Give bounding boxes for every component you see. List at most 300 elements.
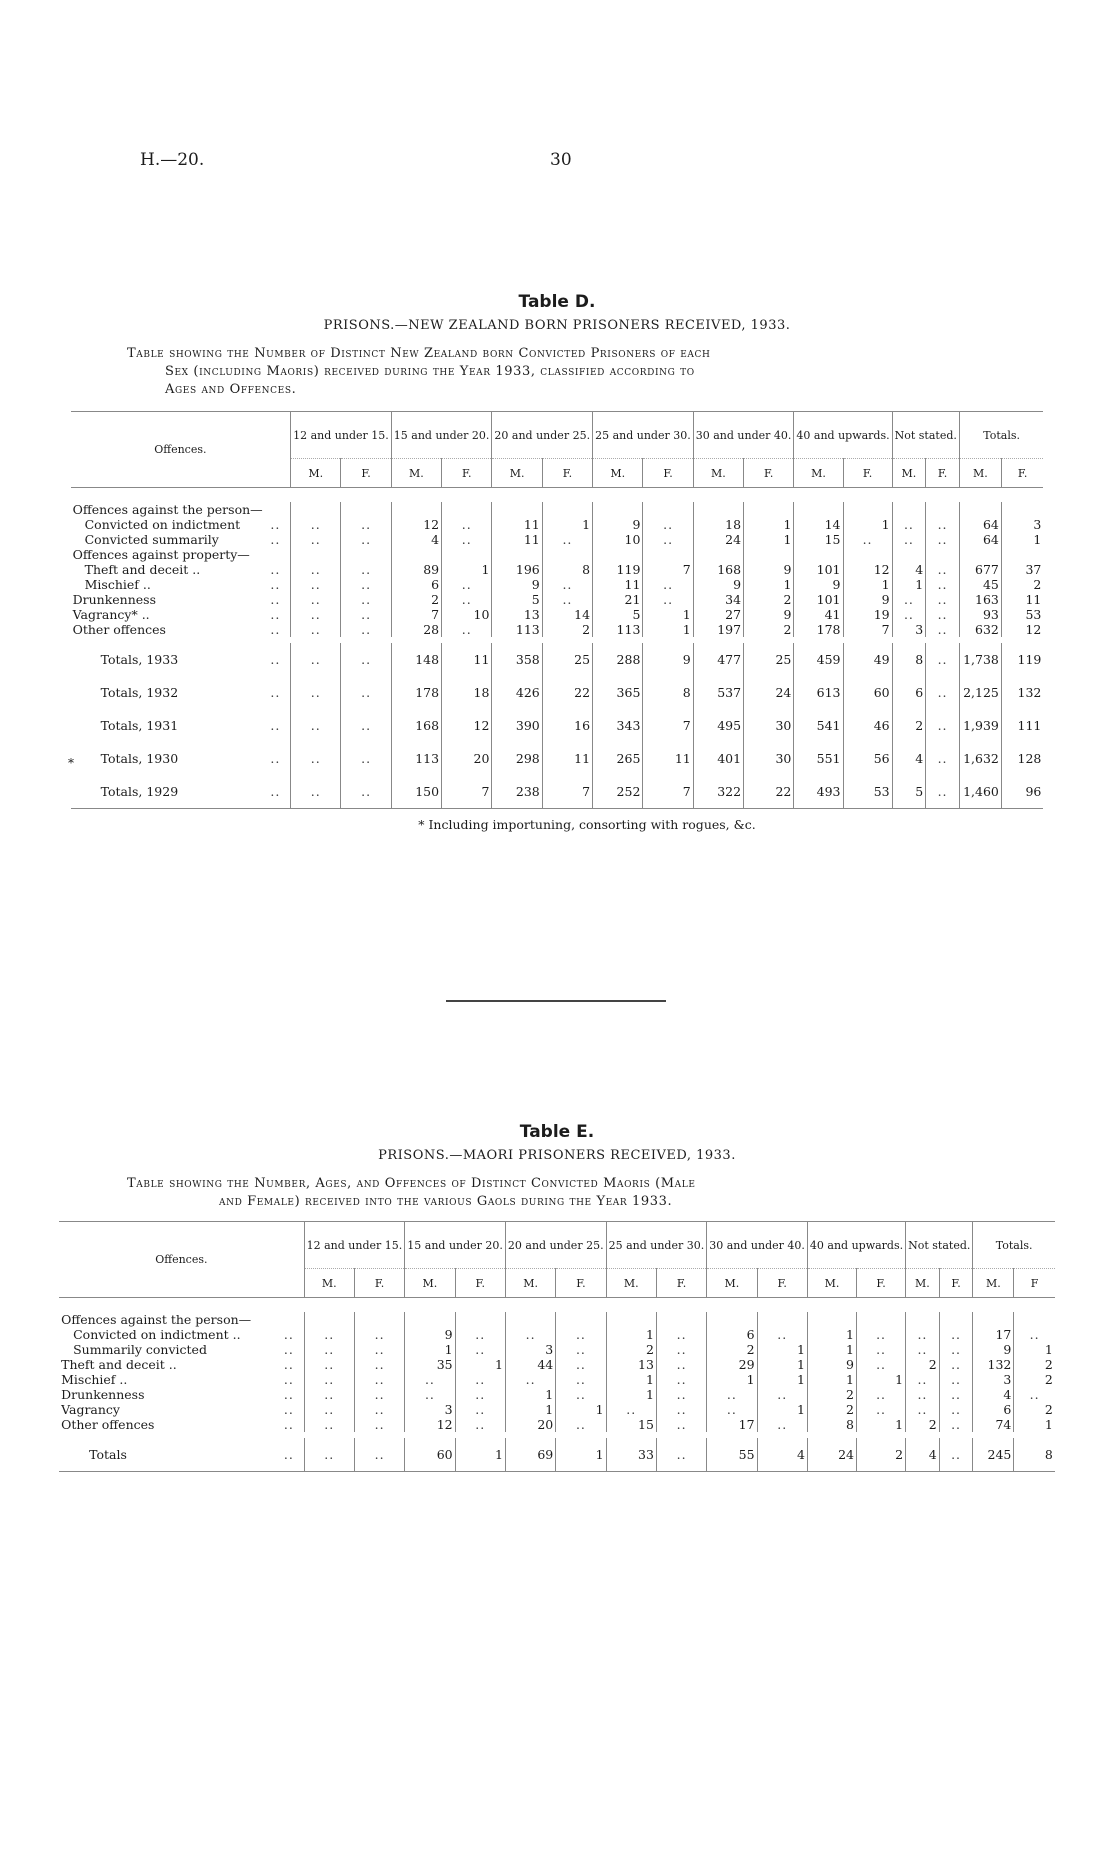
leader-dots: .. (270, 592, 281, 607)
table-row (59, 1312, 1055, 1327)
table-cell: .. (442, 532, 492, 547)
table-cell: .. (656, 1327, 706, 1342)
table-cell: 9 (794, 577, 843, 592)
table-cell: .. (304, 1342, 354, 1357)
table-cell: .. (341, 676, 391, 709)
table-row (59, 1402, 1055, 1417)
table-cell: .. (656, 1342, 706, 1357)
table-cell: .. (405, 1372, 455, 1387)
table-cell: 12 (391, 517, 441, 532)
row-label: Drunkenness (72, 592, 157, 607)
table-cell: 53 (843, 775, 892, 809)
table-cell: .. (707, 1402, 757, 1417)
table-cell: 14 (794, 517, 843, 532)
table-d (0, 411, 1114, 809)
table-cell: .. (354, 1387, 404, 1402)
row-label: Other offences (61, 1417, 155, 1432)
table-cell: 1 (1014, 1417, 1055, 1432)
table-cell: .. (442, 577, 492, 592)
table-cell: .. (542, 592, 592, 607)
table-cell: .. (926, 676, 960, 709)
empty-cell (707, 1312, 757, 1327)
table-cell: .. (291, 532, 341, 547)
table-cell: 2 (1014, 1402, 1055, 1417)
table-cell: 3 (405, 1402, 455, 1417)
offences-column-header: Offences. (71, 412, 291, 488)
page-number: 30 (550, 150, 572, 170)
leader-dots: .. (270, 685, 281, 700)
male-column-header: M. (492, 459, 542, 488)
table-cell: .. (304, 1417, 354, 1432)
row-label: Totals, 1932 (100, 685, 179, 700)
table-cell: 390 (492, 709, 542, 742)
empty-cell (505, 1312, 555, 1327)
male-column-header: M. (807, 1269, 856, 1298)
leader-dots: .. (283, 1372, 294, 1387)
table-cell: .. (892, 592, 926, 607)
table-cell: 29 (707, 1357, 757, 1372)
table-cell: 30 (744, 742, 794, 775)
table-cell: 8 (892, 643, 926, 676)
table-cell: 245 (973, 1438, 1014, 1472)
table-cell: .. (926, 775, 960, 809)
table-cell: 401 (693, 742, 743, 775)
table-cell: 44 (505, 1357, 555, 1372)
leader-dots: .. (283, 1417, 294, 1432)
table-cell: 3 (1001, 517, 1043, 532)
table-cell: 11 (492, 532, 542, 547)
table-cell: .. (304, 1372, 354, 1387)
table-cell: 4 (391, 532, 441, 547)
row-label: Mischief .. (84, 577, 151, 592)
male-column-header: M. (304, 1269, 354, 1298)
table-cell: 2 (606, 1342, 656, 1357)
leader-dots: .. (270, 607, 281, 622)
row-label: Mischief .. (61, 1372, 128, 1387)
table-cell: 12 (843, 562, 892, 577)
table-cell: .. (304, 1327, 354, 1342)
male-column-header: M. (405, 1269, 455, 1298)
female-column-header: F. (354, 1269, 404, 1298)
table-cell: .. (656, 1357, 706, 1372)
table-cell: 53 (1001, 607, 1043, 622)
table-cell: .. (291, 517, 341, 532)
table-cell: .. (926, 592, 960, 607)
table-cell: .. (906, 1327, 940, 1342)
table-cell: .. (291, 622, 341, 637)
table-d-desc-line3: Ages and Offences. (165, 382, 297, 397)
table-e-desc-line2: and Female) received into the various Gaols during the Year 1933. (219, 1194, 673, 1209)
table-cell: 9 (405, 1327, 455, 1342)
empty-cell (857, 1312, 906, 1327)
table-cell: 1 (643, 622, 693, 637)
male-column-header: M. (906, 1269, 940, 1298)
table-cell: .. (656, 1438, 706, 1472)
table-e-description (127, 1175, 987, 1211)
empty-cell (542, 547, 592, 562)
table-cell: .. (341, 517, 391, 532)
table-cell: 7 (643, 775, 693, 809)
age-group-header: 12 and under 15. (291, 412, 392, 459)
row-label: Totals, 1931 (100, 718, 179, 733)
leader-dots: .. (283, 1387, 294, 1402)
female-column-header: F. (656, 1269, 706, 1298)
table-cell: .. (939, 1327, 973, 1342)
table-cell: 7 (542, 775, 592, 809)
leader-dots: .. (283, 1402, 294, 1417)
table-cell: .. (906, 1387, 940, 1402)
table-cell: 20 (442, 742, 492, 775)
age-group-header: 40 and upwards. (794, 412, 892, 459)
table-cell: 197 (693, 622, 743, 637)
table-cell: 1 (807, 1342, 856, 1357)
table-cell: .. (442, 622, 492, 637)
table-cell: .. (341, 622, 391, 637)
age-group-header: 25 and under 30. (606, 1222, 707, 1269)
table-cell: .. (857, 1402, 906, 1417)
leader-dots: .. (270, 562, 281, 577)
empty-cell (959, 502, 1001, 517)
table-cell: 1 (757, 1357, 807, 1372)
table-cell: .. (455, 1402, 505, 1417)
leader-dots: .. (283, 1342, 294, 1357)
table-cell: 1 (744, 532, 794, 547)
table-cell: 3 (505, 1342, 555, 1357)
table-cell: 16 (542, 709, 592, 742)
table-cell: 3 (892, 622, 926, 637)
table-cell: 322 (693, 775, 743, 809)
table-cell: 1,460 (959, 775, 1001, 809)
leader-dots: .. (283, 1357, 294, 1372)
leader-dots: .. (283, 1327, 294, 1342)
table-cell: 96 (1001, 775, 1043, 809)
table-cell: 30 (744, 709, 794, 742)
table-cell: 45 (959, 577, 1001, 592)
table-cell: .. (843, 532, 892, 547)
table-cell: .. (291, 676, 341, 709)
table-cell: 495 (693, 709, 743, 742)
age-group-header: Not stated. (892, 412, 959, 459)
totals-row (71, 742, 1044, 775)
row-label: Totals, 1930 (100, 751, 179, 766)
table-cell: 2 (807, 1387, 856, 1402)
table-cell: 33 (606, 1438, 656, 1472)
table-cell: 18 (693, 517, 743, 532)
male-column-header: M. (892, 459, 926, 488)
table-cell: .. (341, 592, 391, 607)
table-cell: 2 (542, 622, 592, 637)
table-cell: .. (291, 607, 341, 622)
male-column-header: M. (973, 1269, 1014, 1298)
empty-cell (926, 547, 960, 562)
table-cell: 1 (442, 562, 492, 577)
table-cell: 1 (643, 607, 693, 622)
table-cell: 1 (843, 517, 892, 532)
table-cell: 113 (492, 622, 542, 637)
male-column-header: M. (794, 459, 843, 488)
table-cell: 35 (405, 1357, 455, 1372)
table-cell: 128 (1001, 742, 1043, 775)
table-cell: 288 (593, 643, 643, 676)
table-cell: .. (455, 1342, 505, 1357)
empty-cell (442, 547, 492, 562)
table-cell: 41 (794, 607, 843, 622)
empty-cell (643, 502, 693, 517)
table-cell: .. (354, 1402, 404, 1417)
leader-dots: .. (270, 718, 281, 733)
table-cell: 265 (593, 742, 643, 775)
table-cell: .. (556, 1327, 606, 1342)
table-cell: 2 (1001, 577, 1043, 592)
table-cell: 89 (391, 562, 441, 577)
table-cell: 148 (391, 643, 441, 676)
table-cell: 15 (606, 1417, 656, 1432)
table-cell: 60 (405, 1438, 455, 1472)
table-cell: 11 (492, 517, 542, 532)
table-cell: .. (926, 643, 960, 676)
table-cell: 358 (492, 643, 542, 676)
table-cell: .. (926, 562, 960, 577)
table-cell: 49 (843, 643, 892, 676)
female-column-header: F. (556, 1269, 606, 1298)
leader-dots: .. (270, 622, 281, 637)
table-cell: 677 (959, 562, 1001, 577)
table-cell: 9 (744, 562, 794, 577)
table-cell: .. (455, 1387, 505, 1402)
table-cell: 24 (693, 532, 743, 547)
leader-dots: .. (270, 517, 281, 532)
female-column-header: F. (939, 1269, 973, 1298)
table-cell: 168 (693, 562, 743, 577)
empty-cell (405, 1312, 455, 1327)
tableE-grid (59, 1221, 1055, 1472)
table-cell: 64 (959, 517, 1001, 532)
table-cell: 6 (707, 1327, 757, 1342)
table-cell: .. (857, 1342, 906, 1357)
table-cell: .. (354, 1342, 404, 1357)
male-column-header: M. (505, 1269, 555, 1298)
table-cell: .. (354, 1327, 404, 1342)
empty-cell (556, 1312, 606, 1327)
row-label: Convicted summarily (84, 532, 219, 547)
empty-cell (542, 502, 592, 517)
table-cell: .. (291, 709, 341, 742)
table-row (71, 502, 1044, 517)
empty-cell (939, 1312, 973, 1327)
row-label: Offences against property— (72, 547, 250, 562)
table-cell: 7 (643, 709, 693, 742)
table-cell: 3 (973, 1372, 1014, 1387)
row-label: Theft and deceit .. (84, 562, 201, 577)
table-cell: .. (707, 1387, 757, 1402)
leader-dots: .. (270, 532, 281, 547)
age-group-header: 25 and under 30. (593, 412, 694, 459)
table-cell: .. (643, 592, 693, 607)
empty-cell (693, 547, 743, 562)
table-cell: 2 (707, 1342, 757, 1357)
empty-cell (341, 547, 391, 562)
table-cell: 541 (794, 709, 843, 742)
table-cell: 37 (1001, 562, 1043, 577)
table-cell: .. (556, 1342, 606, 1357)
table-cell: .. (926, 517, 960, 532)
table-cell: 12 (1001, 622, 1043, 637)
table-cell: 4 (906, 1438, 940, 1472)
table-cell: 11 (542, 742, 592, 775)
table-cell: .. (542, 532, 592, 547)
leader-dots: .. (270, 577, 281, 592)
table-cell: 132 (1001, 676, 1043, 709)
table-cell: .. (1014, 1327, 1055, 1342)
table-d-section (0, 292, 1114, 832)
table-cell: .. (656, 1402, 706, 1417)
table-cell: .. (354, 1438, 404, 1472)
table-d-desc-line1: Table showing the Number of Distinct New Zealand born Convicted Prisoners of each (127, 346, 711, 361)
table-cell: .. (556, 1387, 606, 1402)
table-cell: .. (341, 775, 391, 809)
row-label: Other offences (72, 622, 166, 637)
table-cell: 119 (593, 562, 643, 577)
table-row (59, 1387, 1055, 1402)
table-cell: 28 (391, 622, 441, 637)
offences-column-header: Offences. (59, 1222, 304, 1298)
table-cell: 55 (707, 1438, 757, 1472)
table-row (71, 562, 1044, 577)
table-cell: .. (939, 1417, 973, 1432)
table-cell: 18 (442, 676, 492, 709)
row-label: Totals, 1933 (100, 652, 179, 667)
female-column-header: F. (926, 459, 960, 488)
table-cell: 2 (906, 1357, 940, 1372)
table-cell: 196 (492, 562, 542, 577)
empty-cell (442, 502, 492, 517)
table-cell: .. (455, 1372, 505, 1387)
table-d-desc-line2: Sex (including Maoris) received during the Year 1933, classified according to (165, 364, 695, 379)
table-row (71, 592, 1044, 607)
table-cell: 9 (843, 592, 892, 607)
table-cell: 1 (744, 517, 794, 532)
table-cell: 11 (442, 643, 492, 676)
empty-cell (593, 547, 643, 562)
table-e (0, 1221, 1114, 1472)
female-column-header: F. (455, 1269, 505, 1298)
female-column-header: F. (442, 459, 492, 488)
empty-cell (391, 547, 441, 562)
table-cell: 238 (492, 775, 542, 809)
margin-mark: * (68, 756, 74, 770)
table-e-subtitle: PRISONS.—MAORI PRISONERS RECEIVED, 1933. (378, 1148, 736, 1163)
table-cell: 252 (593, 775, 643, 809)
female-column-header: F. (643, 459, 693, 488)
row-label: Convicted on indictment .. (73, 1327, 241, 1342)
table-cell: 1 (757, 1402, 807, 1417)
table-cell: .. (341, 532, 391, 547)
table-cell: 2 (1014, 1357, 1055, 1372)
male-column-header: M. (593, 459, 643, 488)
totals-row (71, 676, 1044, 709)
male-column-header: M. (606, 1269, 656, 1298)
empty-cell (744, 502, 794, 517)
table-cell: 9 (973, 1342, 1014, 1357)
table-cell: 2 (807, 1402, 856, 1417)
table-cell: 113 (593, 622, 643, 637)
table-row (59, 1357, 1055, 1372)
table-cell: 15 (794, 532, 843, 547)
table-cell: 1 (892, 577, 926, 592)
table-cell: 24 (744, 676, 794, 709)
row-label: Offences against the person— (61, 1312, 252, 1327)
table-cell: .. (906, 1342, 940, 1357)
table-cell: .. (857, 1327, 906, 1342)
table-cell: .. (341, 709, 391, 742)
table-cell: 163 (959, 592, 1001, 607)
empty-cell (843, 547, 892, 562)
table-cell: .. (757, 1417, 807, 1432)
female-column-header: F. (843, 459, 892, 488)
table-cell: 9 (492, 577, 542, 592)
table-cell: 101 (794, 592, 843, 607)
age-group-header: 40 and upwards. (807, 1222, 905, 1269)
table-cell: .. (556, 1357, 606, 1372)
male-column-header: M. (959, 459, 1001, 488)
table-cell: 11 (1001, 592, 1043, 607)
table-cell: 21 (593, 592, 643, 607)
empty-cell (794, 547, 843, 562)
table-cell: .. (656, 1387, 706, 1402)
table-cell: 69 (505, 1438, 555, 1472)
table-cell: 1 (556, 1402, 606, 1417)
table-cell: .. (906, 1402, 940, 1417)
male-column-header: M. (391, 459, 441, 488)
table-cell: 19 (843, 607, 892, 622)
table-cell: 178 (391, 676, 441, 709)
female-column-header: F. (744, 459, 794, 488)
table-cell: 2 (391, 592, 441, 607)
table-cell: .. (291, 643, 341, 676)
empty-cell (455, 1312, 505, 1327)
table-cell: 178 (794, 622, 843, 637)
table-cell: .. (542, 577, 592, 592)
table-cell: 1 (606, 1387, 656, 1402)
empty-cell (492, 547, 542, 562)
table-cell: .. (556, 1417, 606, 1432)
table-cell: 426 (492, 676, 542, 709)
age-group-header: 30 and under 40. (693, 412, 794, 459)
table-cell: 10 (442, 607, 492, 622)
table-cell: .. (857, 1357, 906, 1372)
table-cell: .. (354, 1417, 404, 1432)
totals-row (71, 643, 1044, 676)
leader-dots: .. (270, 751, 281, 766)
empty-cell (926, 502, 960, 517)
table-cell: 7 (843, 622, 892, 637)
table-cell: .. (926, 577, 960, 592)
empty-cell (341, 502, 391, 517)
table-cell: 9 (693, 577, 743, 592)
table-cell: 25 (744, 643, 794, 676)
female-column-header: F. (341, 459, 391, 488)
table-cell: 632 (959, 622, 1001, 637)
table-cell: .. (757, 1387, 807, 1402)
table-cell: 56 (843, 742, 892, 775)
table-cell: 24 (807, 1438, 856, 1472)
table-cell: .. (926, 709, 960, 742)
table-cell: 113 (391, 742, 441, 775)
age-group-header: Not stated. (906, 1222, 973, 1269)
table-cell: 11 (643, 742, 693, 775)
section-divider (446, 1000, 666, 1002)
table-cell: 8 (1014, 1438, 1055, 1472)
